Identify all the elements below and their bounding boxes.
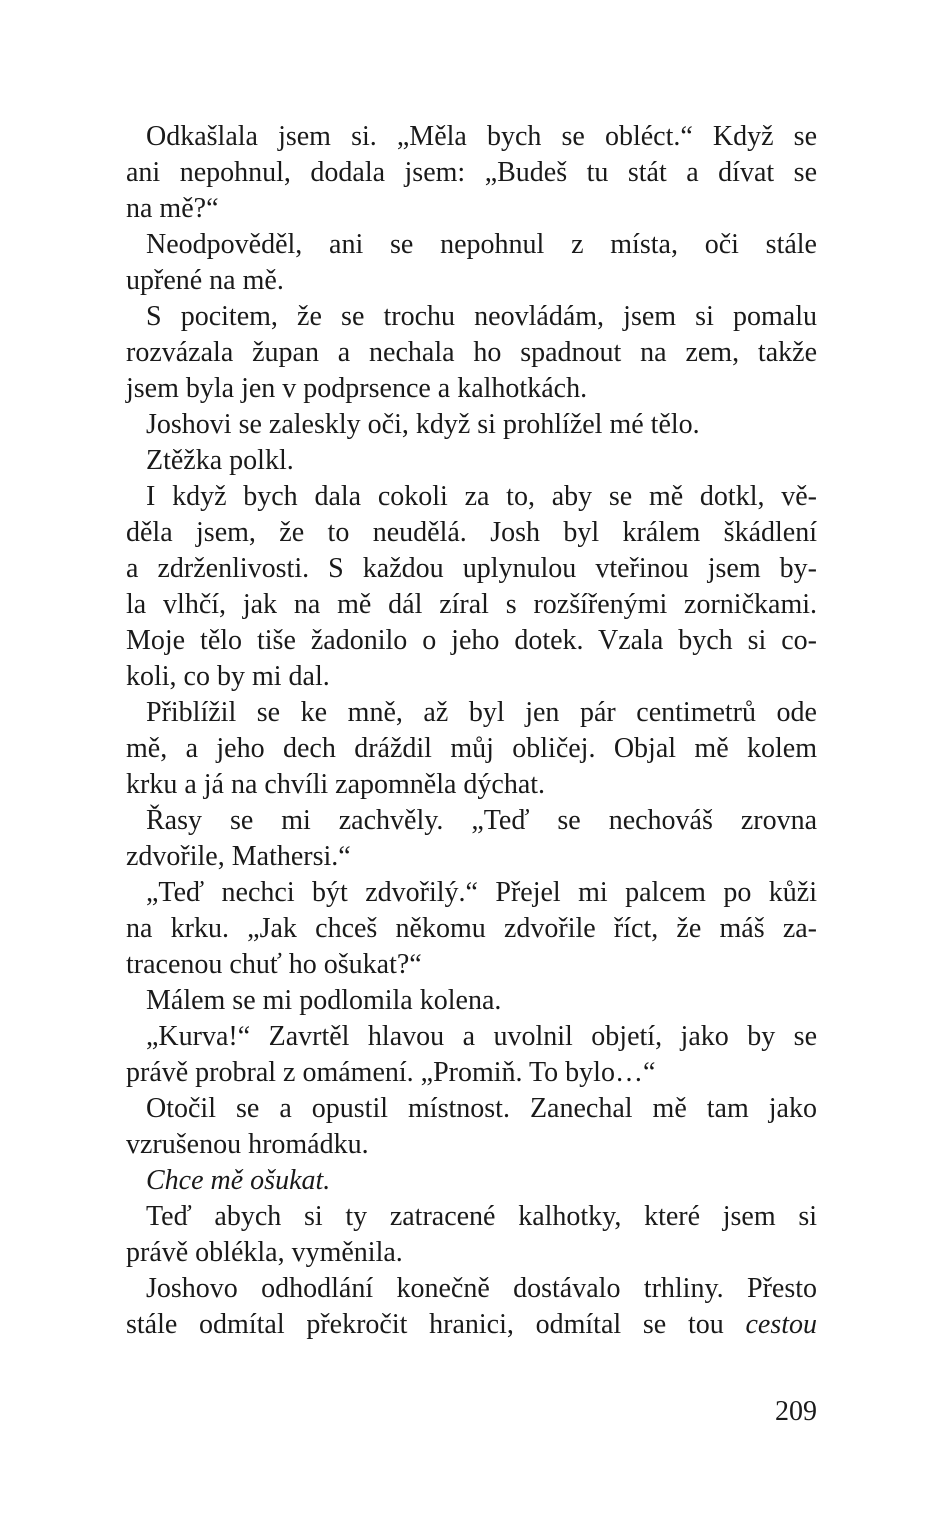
- text-line: [126, 1127, 817, 1163]
- text-segment: Přiblížil se ke mně, až byl jen pár centimetrů ode: [146, 697, 817, 728]
- text-line: [126, 1055, 817, 1091]
- text-segment: stále odmítal překročit hranici, odmítal se tou: [126, 1309, 746, 1340]
- text-line: [126, 1199, 817, 1235]
- text-segment: mě, a jeho dech dráždil můj obličej. Objal mě kolem: [126, 733, 817, 764]
- text-line: [126, 155, 817, 191]
- text-line: [126, 1307, 817, 1343]
- paragraph: [126, 983, 817, 1019]
- text-line: [126, 1019, 817, 1055]
- text-segment: zdvořile, Mathersi.“: [126, 841, 351, 872]
- text-line: [126, 1271, 817, 1307]
- text-line: [126, 731, 817, 767]
- text-segment: Odkašlala jsem si. „Měla bych se obléct.“ Když se: [146, 121, 817, 152]
- text-line: [126, 587, 817, 623]
- text-segment: Řasy se mi zachvěly. „Teď se nechováš zrovna: [146, 805, 817, 836]
- text-line: [126, 263, 817, 299]
- page-number: 209: [775, 1396, 817, 1427]
- paragraph: [126, 1019, 817, 1091]
- text-line: [126, 983, 817, 1019]
- paragraph: [126, 695, 817, 803]
- paragraph: [126, 803, 817, 875]
- text-segment: krku a já na chvíli zapomněla dýchat.: [126, 769, 546, 800]
- text-segment: Teď abych si ty zatracené kalhotky, které jsem si: [146, 1201, 817, 1232]
- text-segment: Neodpověděl, ani se nepohnul z místa, oči stále: [146, 229, 817, 260]
- paragraph: [126, 443, 817, 479]
- italic-text: Chce mě ošukat.: [146, 1165, 331, 1196]
- paragraph: [126, 1199, 817, 1271]
- text-line: [126, 407, 817, 443]
- text-line: [126, 1235, 817, 1271]
- text-line: [126, 551, 817, 587]
- text-segment: S pocitem, že se trochu neovládám, jsem si pomalu: [146, 301, 817, 332]
- text-segment: tracenou chuť ho ošukat?“: [126, 949, 422, 980]
- text-line: [126, 623, 817, 659]
- text-line: [126, 659, 817, 695]
- text-line: [126, 839, 817, 875]
- paragraph: [126, 479, 817, 695]
- text-block: [126, 119, 817, 1343]
- text-segment: na krku. „Jak chceš někomu zdvořile říct, že máš za-: [126, 913, 817, 944]
- text-segment: na mě?“: [126, 193, 219, 224]
- text-segment: I když bych dala cokoli za to, aby se mě dotkl, vě-: [146, 481, 817, 512]
- text-line: [126, 515, 817, 551]
- italic-text: cestou: [745, 1309, 817, 1340]
- text-segment: rozvázala župan a nechala ho spadnout na zem, takže: [126, 337, 817, 368]
- text-line: [126, 371, 817, 407]
- text-segment: Ztěžka polkl.: [146, 445, 294, 476]
- paragraph: [126, 119, 817, 227]
- text-segment: právě oblékla, vyměnila.: [126, 1237, 403, 1268]
- text-line: [126, 1091, 817, 1127]
- text-segment: Málem se mi podlomila kolena.: [146, 985, 502, 1016]
- text-segment: Joshovo odhodlání konečně dostávalo trhliny. Přesto: [146, 1273, 817, 1304]
- text-line: [126, 1163, 817, 1199]
- text-segment: Moje tělo tiše žadonilo o jeho dotek. Vzala bych si co-: [126, 625, 817, 656]
- text-line: [126, 767, 817, 803]
- text-segment: koli, co by mi dal.: [126, 661, 330, 692]
- text-segment: děla jsem, že to neudělá. Josh byl králem škádlení: [126, 517, 817, 548]
- text-line: [126, 191, 817, 227]
- text-segment: „Teď nechci být zdvořilý.“ Přejel mi palcem po kůži: [146, 877, 817, 908]
- text-line: [126, 695, 817, 731]
- paragraph: [126, 1091, 817, 1163]
- text-line: [126, 911, 817, 947]
- text-line: [126, 803, 817, 839]
- text-segment: ani nepohnul, dodala jsem: „Budeš tu stát a dívat se: [126, 157, 817, 188]
- text-line: [126, 119, 817, 155]
- paragraph: [126, 227, 817, 299]
- text-segment: Otočil se a opustil místnost. Zanechal mě tam jako: [146, 1093, 817, 1124]
- text-segment: vzrušenou hromádku.: [126, 1129, 369, 1160]
- text-line: [126, 335, 817, 371]
- text-line: [126, 227, 817, 263]
- text-line: [126, 875, 817, 911]
- paragraph: [126, 875, 817, 983]
- text-line: [126, 947, 817, 983]
- paragraph: [126, 1271, 817, 1343]
- text-segment: právě probral z omámení. „Promiň. To bylo…“: [126, 1057, 656, 1088]
- text-segment: a zdrženlivosti. S každou uplynulou vteřinou jsem by-: [126, 553, 817, 584]
- paragraph: [126, 299, 817, 407]
- text-line: [126, 479, 817, 515]
- text-line: [126, 443, 817, 479]
- text-segment: „Kurva!“ Zavrtěl hlavou a uvolnil objetí, jako by se: [146, 1021, 817, 1052]
- paragraph: [126, 1163, 817, 1199]
- text-segment: upřené na mě.: [126, 265, 284, 296]
- text-line: [126, 299, 817, 335]
- paragraph: [126, 407, 817, 443]
- text-segment: jsem byla jen v podprsence a kalhotkách.: [126, 373, 588, 404]
- text-segment: la vlhčí, jak na mě dál zíral s rozšířenými zorničkami.: [126, 589, 817, 620]
- text-segment: Joshovi se zaleskly oči, když si prohlížel mé tělo.: [146, 409, 700, 440]
